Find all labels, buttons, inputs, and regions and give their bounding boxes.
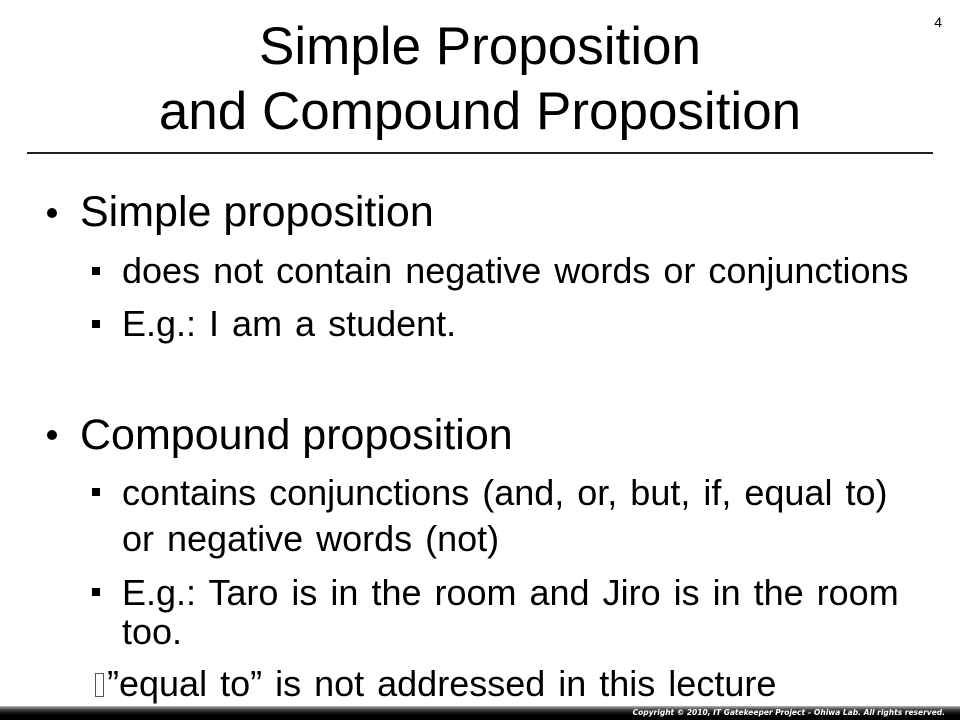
title-line-2: and Compound Proposition	[158, 82, 802, 141]
copyright-text: Copyright © 2010, IT Gatekeeper Project – Ohiwa Lab. All rights reserved.	[632, 708, 945, 717]
note-text: ”equal to” is not addressed in this lecture	[107, 663, 777, 704]
title-divider	[27, 152, 933, 154]
title-line-1: Simple Proposition	[259, 17, 701, 76]
section-heading: Compound proposition	[80, 411, 513, 459]
list-item-line: too.	[122, 611, 183, 652]
list-item: E.g.: I am a student.	[122, 303, 457, 344]
list-item-line: E.g.: Taro is in the room and Jiro is in the room	[122, 572, 899, 613]
list-item-line: contains conjunctions (and, or, but, if, equal to)	[122, 472, 888, 513]
bullet-square-icon	[92, 488, 100, 496]
bullet-square-icon	[92, 320, 100, 328]
section-heading: Simple proposition	[80, 188, 434, 236]
missing-glyph-icon	[95, 673, 104, 697]
bullet-dot-icon	[47, 430, 57, 440]
bullet-dot-icon	[47, 208, 57, 218]
page-number: 4	[934, 14, 942, 30]
list-item-line: or negative words (not)	[122, 518, 500, 559]
bullet-square-icon	[92, 588, 100, 596]
footer-bar	[0, 706, 960, 720]
bullet-square-icon	[92, 267, 100, 275]
list-item: does not contain negative words or conjunctions	[122, 250, 909, 291]
